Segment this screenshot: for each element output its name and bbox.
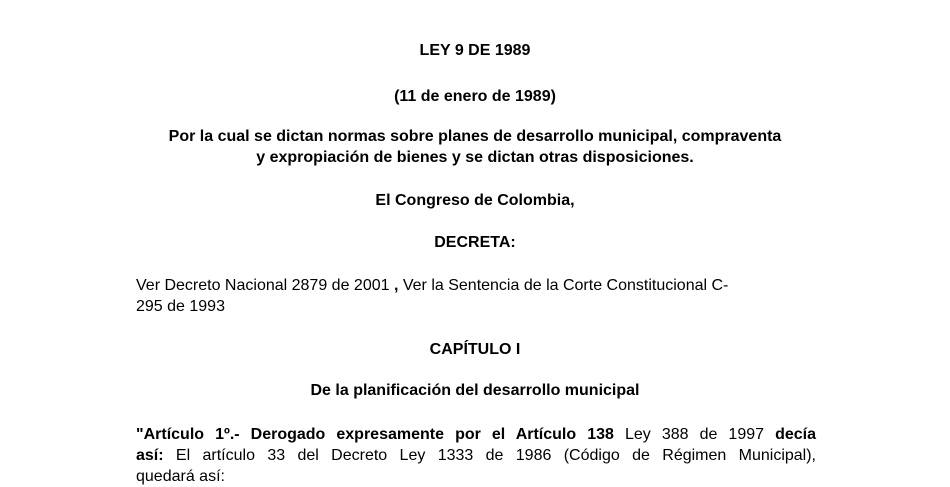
- law-summary-line-2: y expropiación de bienes y se dictan otras disposiciones.: [256, 149, 694, 166]
- article-1-law-ref-link[interactable]: Ley 388 de 1997: [613, 426, 776, 443]
- article-1-paragraph: [136, 424, 816, 487]
- chapter-subheading: De la planificación del desarrollo municipal: [310, 382, 640, 399]
- reference-separator: ,: [389, 277, 403, 294]
- reference-sentence-link[interactable]: Ver la Sentencia de la Corte Constitucional C-: [402, 277, 729, 294]
- chapter-heading: CAPÍTULO I: [429, 341, 521, 358]
- article-1-line-2: [136, 445, 816, 466]
- issuer: El Congreso de Colombia,: [375, 192, 575, 209]
- article-1-label: "Artículo 1º.- Derogado expresamente por el Artículo 138: [136, 426, 614, 443]
- law-date: (11 de enero de 1989): [394, 88, 556, 105]
- reference-decree-link[interactable]: Ver Decreto Nacional 2879 de 2001: [136, 277, 390, 294]
- law-title: LEY 9 DE 1989: [419, 42, 531, 59]
- article-1-line-1: [136, 424, 816, 445]
- article-1-said: decía: [775, 426, 816, 443]
- references-paragraph: [136, 275, 816, 317]
- decree-heading: DECRETA:: [434, 234, 516, 251]
- article-1-said-cont: así:: [136, 447, 164, 464]
- article-1-text-3: quedará así:: [136, 468, 225, 485]
- law-summary: [0, 126, 950, 168]
- reference-sentence-link-cont[interactable]: 295 de 1993: [136, 298, 225, 315]
- law-summary-line-1: Por la cual se dictan normas sobre planes de desarrollo municipal, compraventa: [168, 128, 782, 145]
- article-1-text-2: El artículo 33 del Decreto Ley 1333 de 1986 (Código de Régimen Municipal),: [163, 447, 816, 464]
